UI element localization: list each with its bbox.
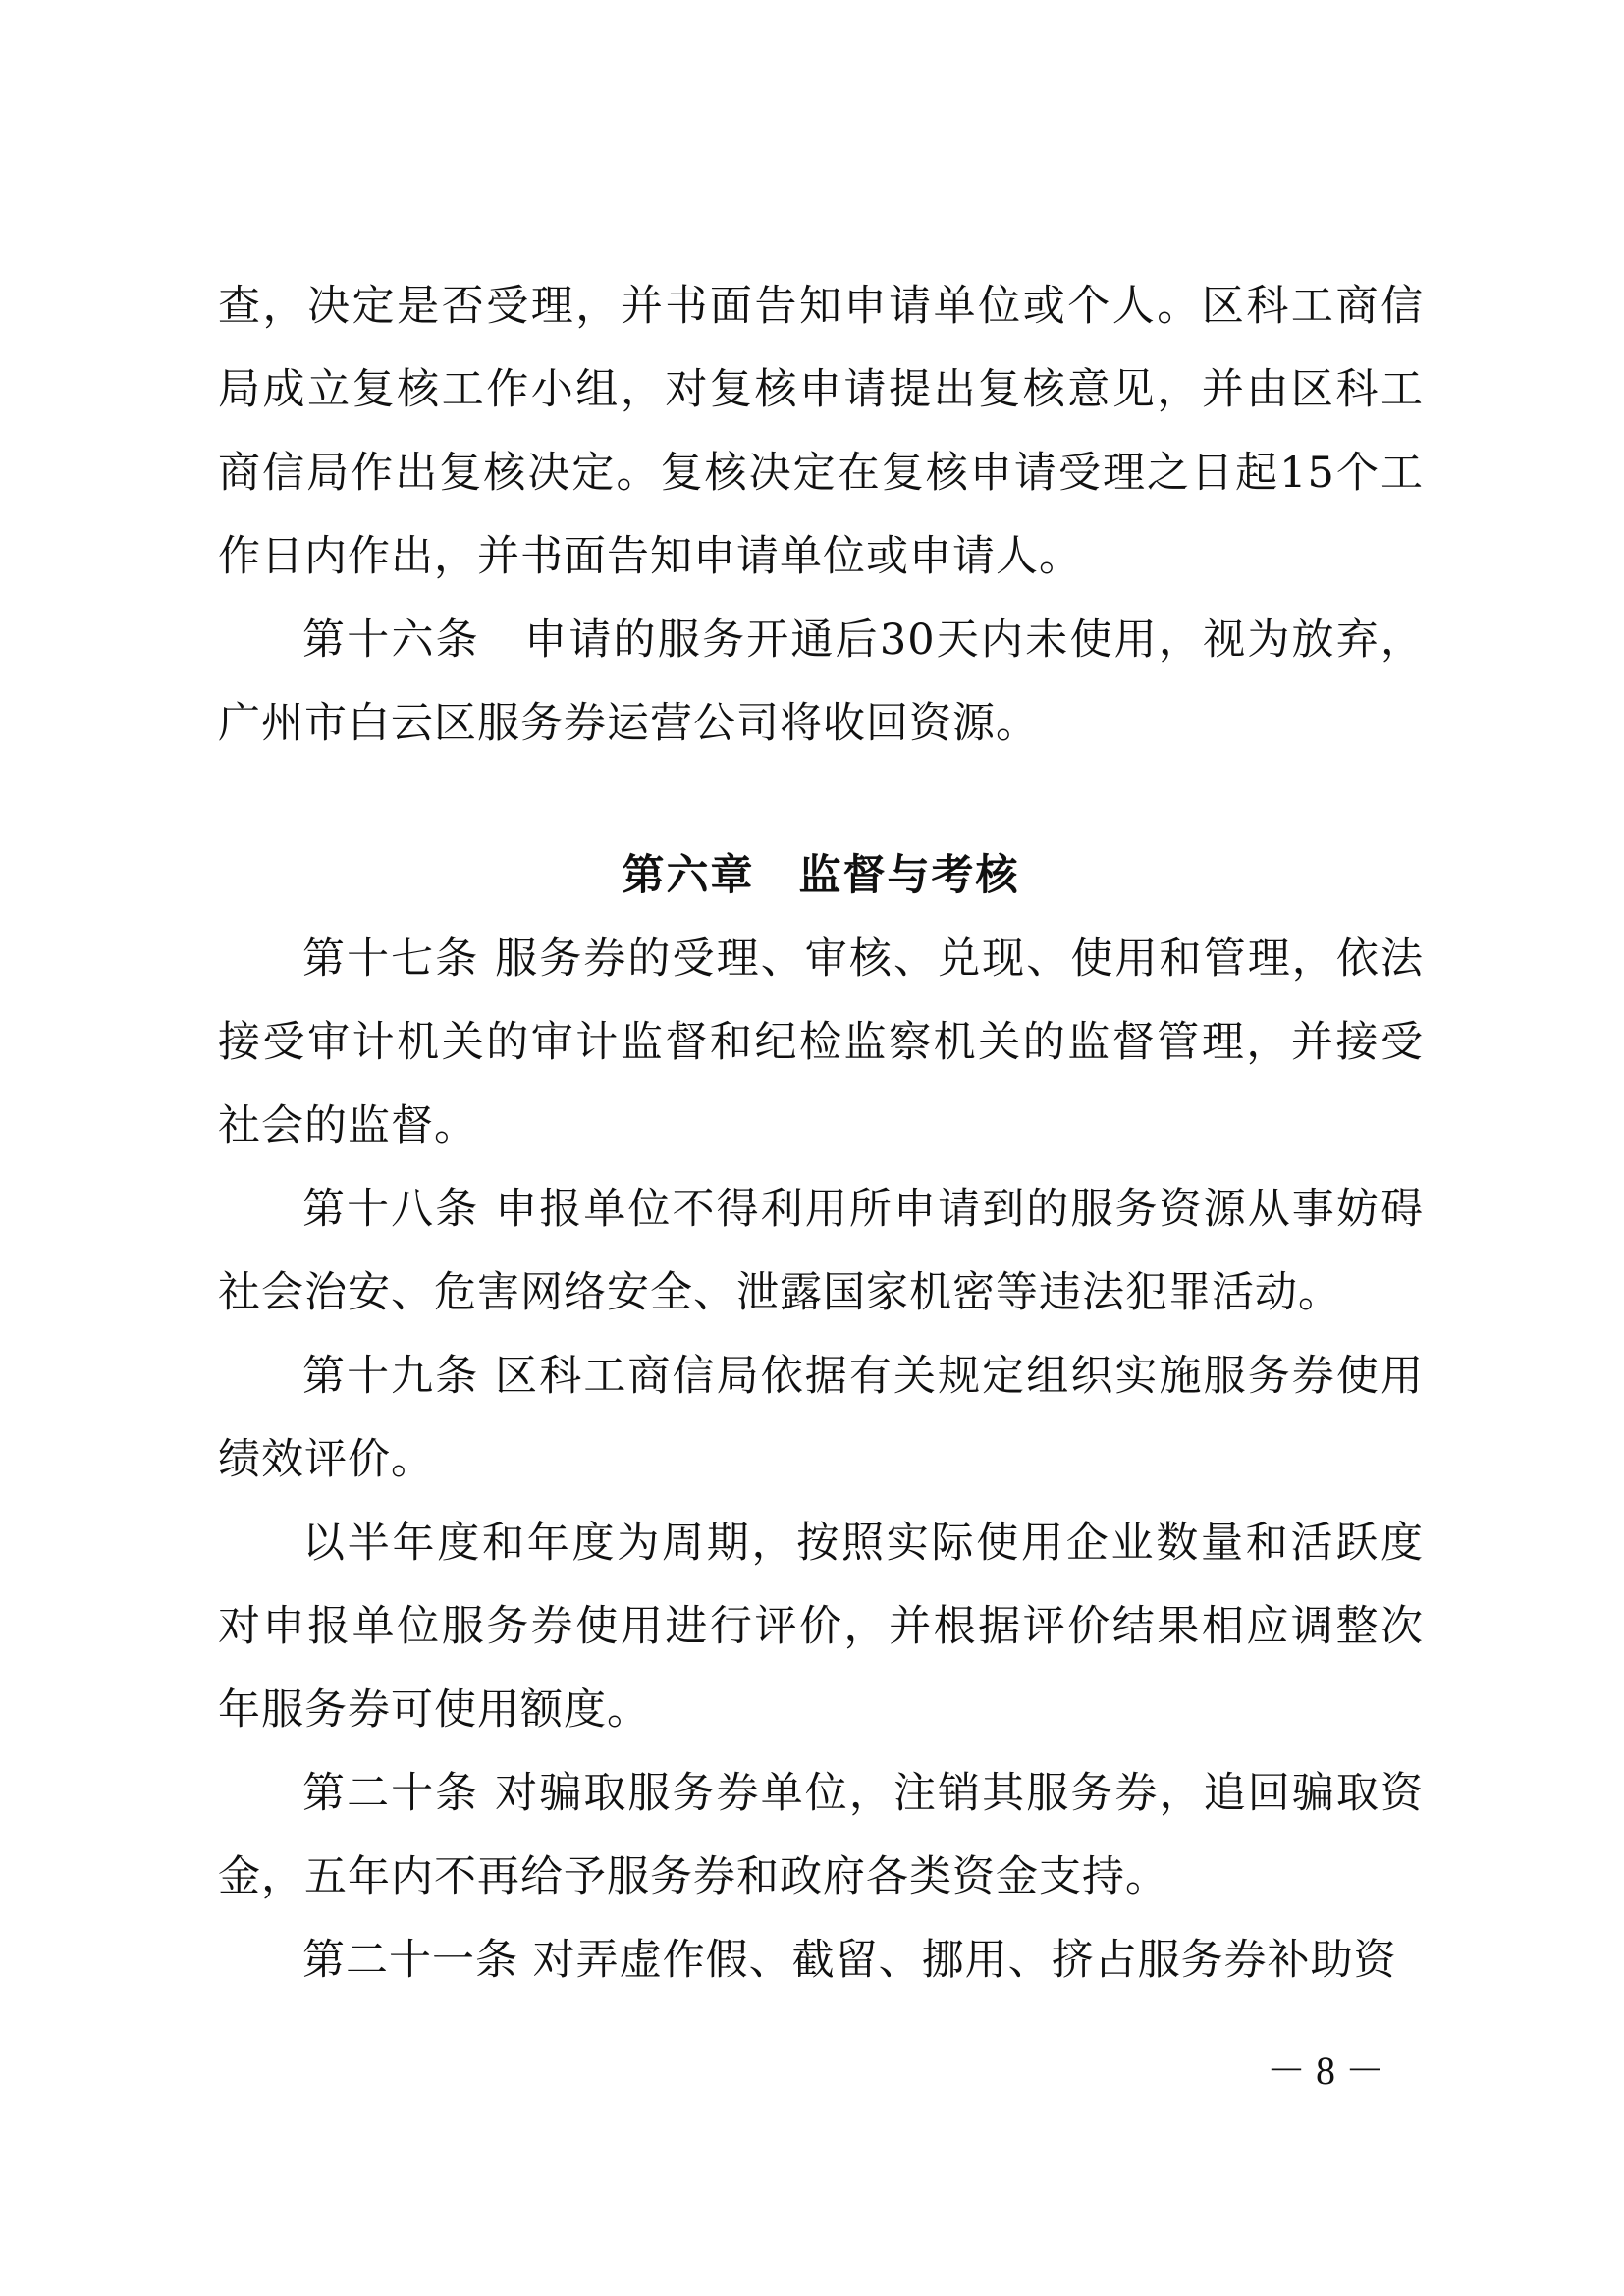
page-number: － 8 －: [1267, 2049, 1384, 2093]
article-16: 第十六条 申请的服务开通后30天内未使用，视为放弃，广州市白云区服务券运营公司将收回资源。: [218, 615, 1424, 748]
article-17: 第十七条 服务券的受理、审核、兑现、使用和管理，依法接受审计机关的审计监督和纪检监察机关的监督管理，并接受社会的监督。: [218, 934, 1424, 1150]
article-21: 第二十一条 对弄虚作假、截留、挪用、挤占服务券补助资: [302, 1936, 1397, 1985]
article-19: 第十九条 区科工商信局依据有关规定组织实施服务券使用绩效评价。: [218, 1352, 1424, 1484]
chapter-title: 第六章 监督与考核: [622, 851, 1020, 900]
article-20: 第二十条 对骗取服务券单位，注销其服务券，追回骗取资金，五年内不再给予服务券和政府各类资金支持。: [218, 1769, 1424, 1901]
document-body: [218, 265, 1424, 2002]
article-18: 第十八条 申报单位不得利用所申请到的服务资源从事妨碍社会治安、危害网络安全、泄露国家机密等违法犯罪活动。: [218, 1185, 1424, 1317]
article-19-detail: 以半年度和年度为周期，按照实际使用企业数量和活跃度对申报单位服务券使用进行评价，并根据评价结果相应调整次年服务券可使用额度。: [218, 1519, 1424, 1735]
paragraph-continued: 查，决定是否受理，并书面告知申请单位或个人。区科工商信局成立复核工作小组，对复核申请提出复核意见，并由区科工商信局作出复核决定。复核决定在复核申请受理之日起15个工作日内作出，并书面告知申请单位或申请人。: [218, 282, 1424, 581]
